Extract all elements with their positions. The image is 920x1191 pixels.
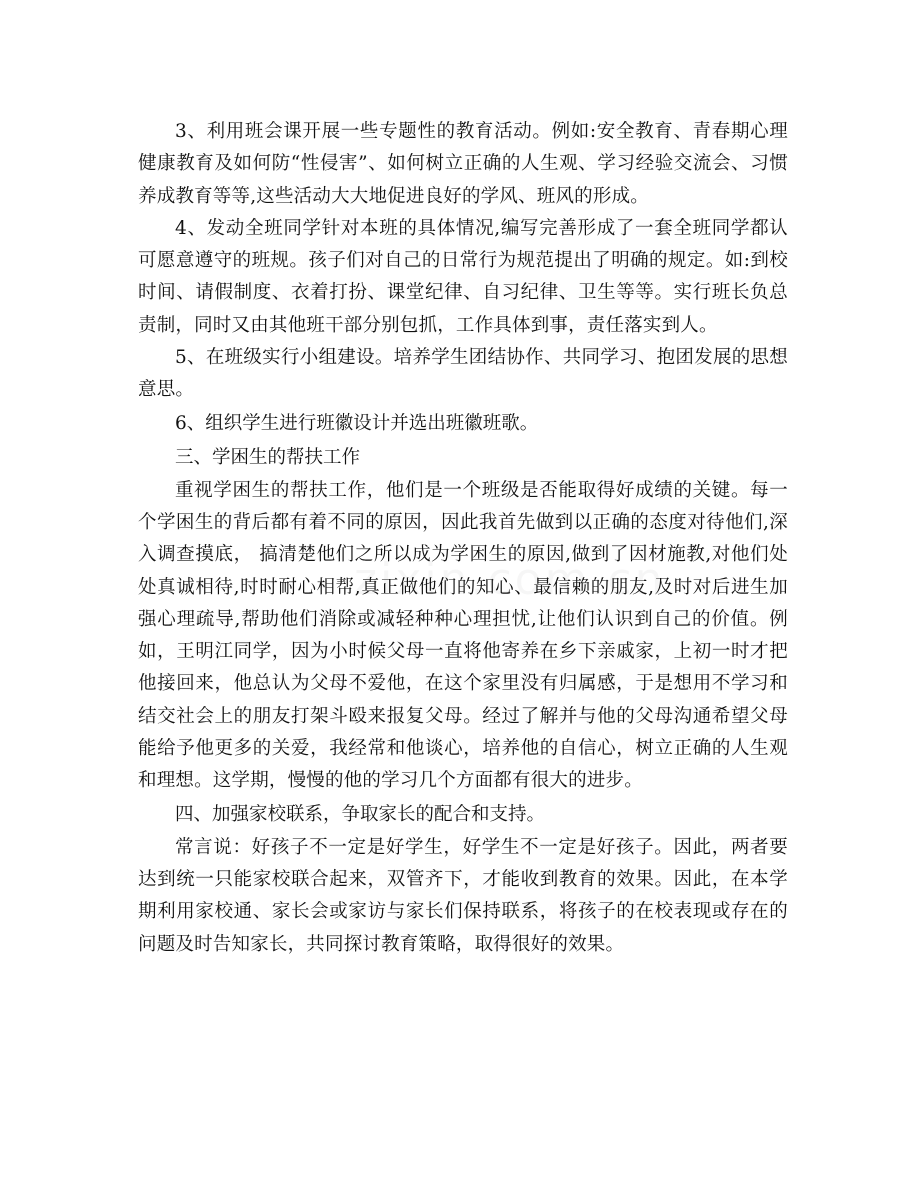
section-heading-4: 四、加强家校联系，争取家长的配合和支持。 (175, 803, 546, 825)
document-body (138, 116, 788, 961)
paragraph-item-5: 5、在班级实行小组建设。培养学生团结协作、共同学习、抱团发展的思想意思。 (138, 347, 788, 401)
section-heading-3: 三、学困生的帮扶工作 (175, 446, 361, 468)
paragraph-struggling-students: 重视学困生的帮扶工作，他们是一个班级是否能取得好成绩的关键。每一个学困生的背后都有着不同的原因，因此我首先做到以正确的态度对待他们,深入调查摸底， 搞清楚他们之所以成为学困生的原因,做到了因材施教,对他们处处真诚相待,时时耐心相帮,真正做他们的知心、最信赖的朋友,及时对后进生加强心理疏导,帮助他们消除或减轻种种心理担忧,让他们认识到自己的价值。例如，王明江同学，因为小时候父母一直将他寄养在乡下亲戚家，上初一时才把他接回来，他总认为父母不爱他，在这个家里没有归属感，于是想用不学习和结交社会上的朋友打架斗殴来报复父母。经过了解并与他的父母沟通希望父母能给予他更多的关爱，我经常和他谈心，培养他的自信心，树立正确的人生观和理想。这学期，慢慢的他的学习几个方面都有很大的进步。 (138, 479, 788, 792)
paragraph-item-4: 4、发动全班同学针对本班的具体情况,编写完善形成了一套全班同学都认可愿意遵守的班规。孩子们对自己的日常行为规范提出了明确的规定。如:到校时间、请假制度、衣着打扮、课堂纪律、自习纪律、卫生等等。实行班长负总责制，同时又由其他班干部分别包抓，工作具体到事，责任落实到人。 (138, 217, 788, 336)
paragraph-home-school: 常言说：好孩子不一定是好学生，好学生不一定是好孩子。因此，两者要达到统一只能家校联合起来，双管齐下，才能收到教育的效果。因此，在本学期利用家校通、家长会或家访与家长们保持联系，将孩子的在校表现或存在的问题及时告知家长，共同探讨教育策略，取得很好的效果。 (138, 836, 788, 955)
paragraph-item-6: 6、组织学生进行班徽设计并选出班徽班歌。 (175, 412, 539, 434)
paragraph-item-3: 3、利用班会课开展一些专题性的教育活动。例如:安全教育、青春期心理健康教育及如何防“性侵害”、如何树立正确的人生观、学习经验交流会、习惯养成教育等等,这些活动大大地促进良好的学风、班风的形成。 (138, 121, 788, 207)
